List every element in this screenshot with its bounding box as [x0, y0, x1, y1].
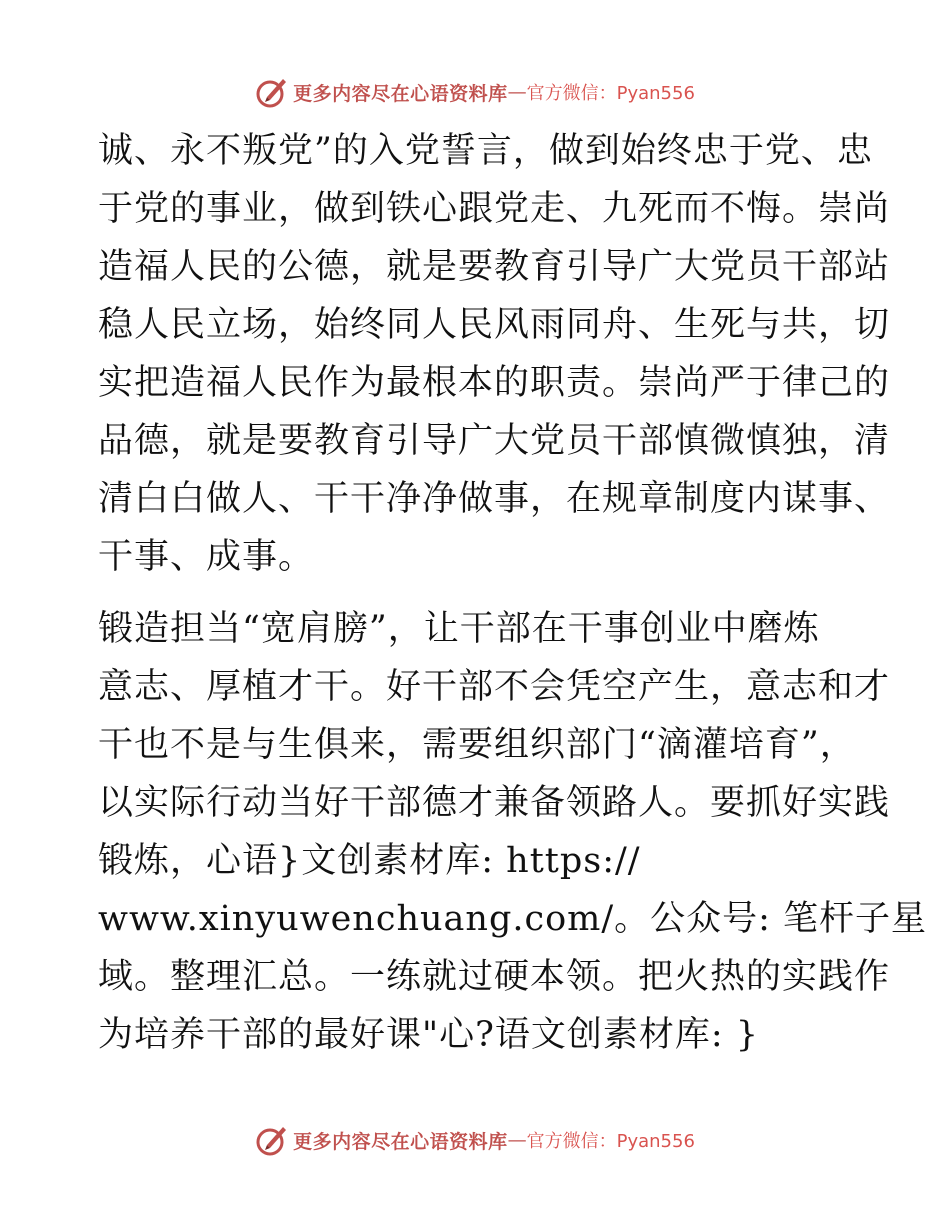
header-banner	[0, 72, 950, 112]
banner-wechat-text: 官方微信：Pyan556	[526, 1131, 695, 1152]
text-line: 意志、厚植才干。好干部不会凭空产生，意志和才	[98, 667, 891, 707]
banner-separator: —	[507, 81, 527, 103]
text-line: 为培养干部的最好课"心?语文创素材库: }	[98, 1015, 760, 1055]
banner-brand-text: 更多内容尽在心语资料库	[293, 1130, 508, 1153]
footer-banner	[0, 1120, 950, 1160]
text-line: 锻炼，心语}文创素材库: https://	[98, 841, 641, 881]
text-line: 干事、成事。	[98, 537, 315, 577]
text-line: 于党的事业，做到铁心跟党走、九死而不悔。崇尚	[98, 189, 891, 229]
paragraph-2	[98, 600, 928, 1064]
text-line: 稳人民立场，始终同人民风雨同舟、生死与共，切	[98, 305, 891, 345]
paragraph-1	[98, 122, 891, 586]
text-line: 以实际行动当好干部德才兼备领路人。要抓好实践	[98, 783, 891, 823]
text-line: 锻造担当“宽肩膀”，让干部在干事创业中磨炼	[98, 609, 820, 649]
text-line: www.xinyuwenchuang.com/。公众号: 笔杆子星	[98, 899, 928, 939]
paragraph-gap	[98, 586, 858, 600]
text-line: 造福人民的公德，就是要教育引导广大党员干部站	[98, 247, 891, 287]
text-line: 实把造福人民作为最根本的职责。崇尚严于律己的	[98, 363, 891, 403]
document-body	[98, 122, 928, 1064]
text-line: 品德，就是要教育引导广大党员干部慎微慎独，清	[98, 421, 891, 461]
banner-separator: —	[507, 1129, 527, 1151]
text-line: 诚、永不叛党”的入党誓言，做到始终忠于党、忠	[98, 131, 873, 171]
text-line: 域。整理汇总。一练就过硬本领。把火热的实践作	[98, 957, 891, 997]
text-line: 干也不是与生俱来，需要组织部门“滴灌培育”，	[98, 725, 856, 765]
banner-wechat-text: 官方微信：Pyan556	[526, 83, 695, 104]
pen-logo-icon	[255, 75, 289, 109]
pen-logo-icon	[255, 1123, 289, 1157]
banner-brand-text: 更多内容尽在心语资料库	[293, 82, 508, 105]
text-line: 清白白做人、干干净净做事，在规章制度内谋事、	[98, 479, 891, 519]
